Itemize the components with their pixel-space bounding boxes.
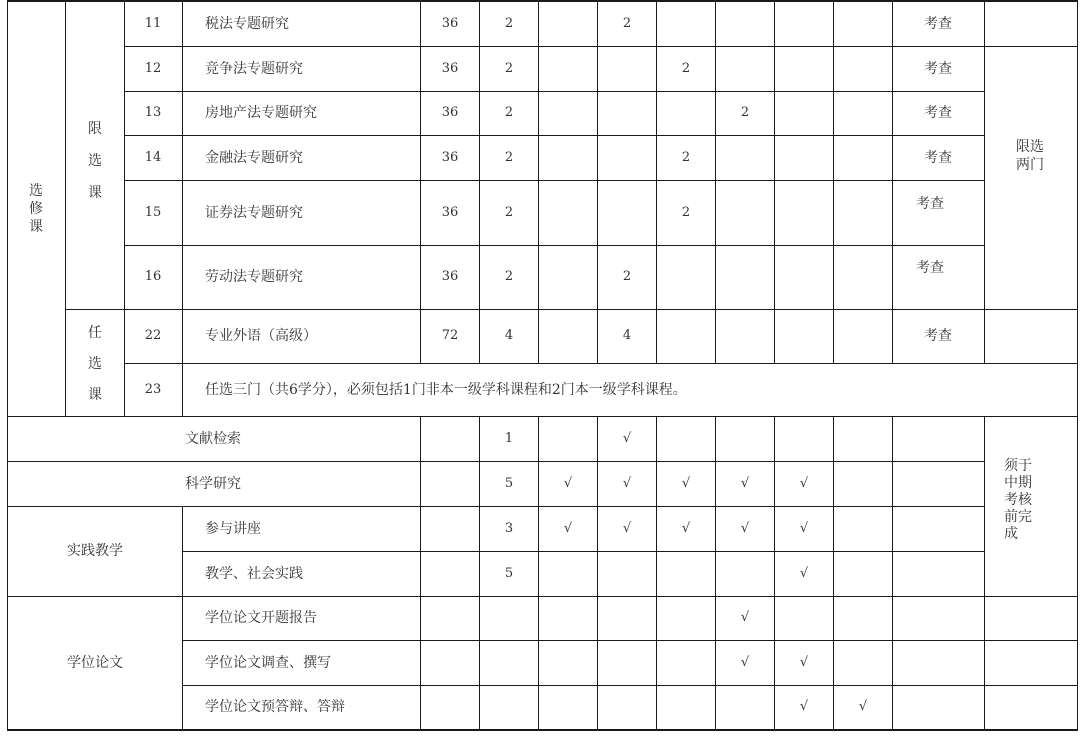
col-divider [984,0,985,364]
table-border-bottom [7,729,1078,731]
thesis-defense-label: 学位论文预答辩、答辩 [205,699,345,715]
col-divider [892,0,893,364]
course-no: 12 [144,61,162,76]
col-divider [65,0,66,417]
col-divider [833,416,834,731]
col-divider [656,0,657,364]
course-no: 23 [144,382,162,397]
row-divider [124,245,985,246]
check-mark: √ [563,521,573,536]
lit-search-label: 文献检索 [185,431,241,447]
col-divider [892,416,893,731]
course-assessment: 考查 [924,328,952,344]
course-hours: 36 [441,16,459,31]
col-divider [182,0,183,417]
check-mark: √ [740,655,750,670]
check-mark: √ [740,521,750,536]
course-name: 税法专题研究 [205,16,289,32]
thesis-label: 学位论文 [67,655,123,671]
course-hours: 36 [441,269,459,284]
row-divider [7,506,985,507]
col-divider [420,416,421,731]
course-no: 14 [144,150,162,165]
check-mark: √ [740,476,750,491]
check-mark: √ [622,521,632,536]
teaching-practice-label: 实践教学 [67,543,123,559]
research-label: 科学研究 [185,476,241,492]
row-divider [124,91,985,92]
row-divider [7,416,1078,417]
col-divider [420,0,421,364]
col-divider [715,416,716,731]
course-semester-mark: 2 [681,61,691,76]
course-semester-mark: 2 [622,269,632,284]
course-assessment-wrapped [916,195,952,213]
row-divider [7,596,1078,597]
course-semester-mark: 2 [681,205,691,220]
course-assessment: 考查 [924,150,952,166]
table-border-right [1077,0,1078,731]
course-hours: 36 [441,105,459,120]
check-mark: √ [622,476,632,491]
optional-note: 任选三门（共6学分），必须包括1门非本一级学科课程和2门本一级学科课程。 [205,382,687,398]
check-mark: √ [799,566,809,581]
col-divider [538,416,539,731]
col-divider [597,416,598,731]
research-credits: 5 [504,476,514,491]
restricted-note-text: 限选两门 [1016,139,1044,173]
table-border-left [7,0,8,731]
course-no: 15 [144,205,162,220]
practice-note-text: 须于中期考核前完成 [1004,458,1032,542]
course-credits: 2 [504,205,514,220]
check-mark: √ [681,476,691,491]
course-credits: 2 [504,16,514,31]
lecture-label: 参与讲座 [205,521,261,537]
row-divider [124,46,1078,47]
course-credits: 2 [504,150,514,165]
col-divider [984,416,985,731]
course-name: 金融法专题研究 [205,150,303,166]
course-semester-mark: 2 [681,150,691,165]
course-assessment: 考查 [916,196,944,212]
lecture-credits: 3 [504,521,514,536]
course-no: 11 [144,16,162,31]
row-divider [182,685,1078,686]
course-semester-mark: 2 [622,16,632,31]
check-mark: √ [740,610,750,625]
thesis-proposal-label: 学位论文开题报告 [205,610,317,626]
course-name: 证券法专题研究 [205,205,303,221]
course-name: 劳动法专题研究 [205,269,303,285]
check-mark: √ [681,521,691,536]
row-divider [182,551,985,552]
row-divider [182,640,1078,641]
check-mark: √ [799,476,809,491]
check-mark: √ [799,699,809,714]
section-label-elective: 选修课 [29,183,43,235]
col-divider [597,0,598,364]
col-divider [479,0,480,364]
restricted-note [1010,138,1050,174]
row-divider [7,461,985,462]
course-credits: 2 [504,269,514,284]
course-credits: 2 [504,105,514,120]
course-semester-mark: 2 [740,105,750,120]
col-divider [124,0,125,417]
check-mark: √ [799,521,809,536]
check-mark: √ [799,655,809,670]
course-name: 竞争法专题研究 [205,61,303,77]
course-hours: 36 [441,205,459,220]
col-divider [833,0,834,364]
course-name: 专业外语（高级） [205,328,317,344]
course-assessment: 考查 [924,105,952,121]
thesis-research-writing-label: 学位论文调查、撰写 [205,655,331,671]
row-divider [124,135,985,136]
course-no: 16 [144,269,162,284]
section-label-restricted: 限选课 [88,121,102,201]
course-assessment-wrapped [916,259,952,277]
lit-search-credits: 1 [504,431,514,446]
col-divider [479,416,480,731]
course-hours: 72 [441,328,459,343]
check-mark: √ [622,431,632,446]
col-divider [182,506,183,731]
col-divider [656,416,657,731]
course-hours: 36 [441,61,459,76]
check-mark: √ [858,699,868,714]
col-divider [538,0,539,364]
course-assessment: 考查 [916,260,944,276]
section-label-optional: 任选课 [88,325,102,403]
row-divider [124,363,1078,364]
teaching-social-credits: 5 [504,566,514,581]
course-name: 房地产法专题研究 [205,105,317,121]
practice-note [1004,458,1034,543]
row-divider [66,309,1078,310]
course-no: 22 [144,328,162,343]
course-assessment: 考查 [924,16,952,32]
col-divider [774,0,775,364]
table-border-top [7,0,1078,2]
teaching-social-label: 教学、社会实践 [205,566,303,582]
course-credits: 2 [504,61,514,76]
course-no: 13 [144,105,162,120]
course-semester-mark: 4 [622,328,632,343]
check-mark: √ [563,476,573,491]
col-divider [774,416,775,731]
course-credits: 4 [504,328,514,343]
course-assessment: 考查 [924,61,952,77]
row-divider [124,180,985,181]
course-hours: 36 [441,150,459,165]
col-divider [715,0,716,364]
